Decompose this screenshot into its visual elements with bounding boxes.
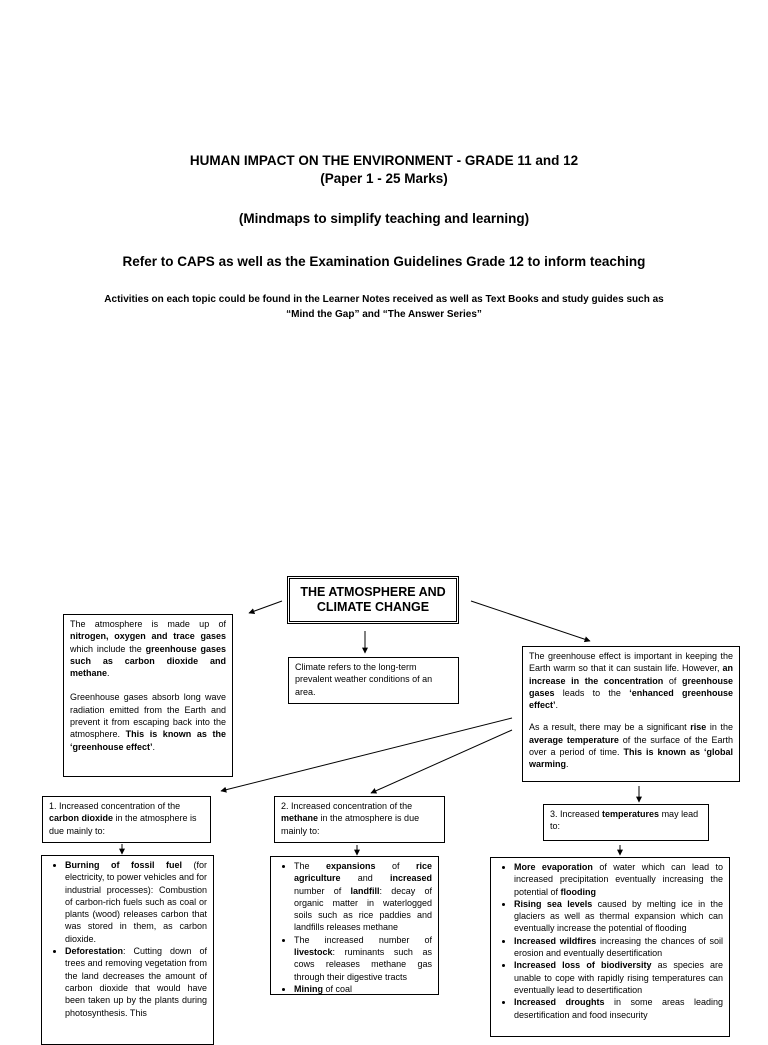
methane-causes-box (270, 856, 439, 995)
list-item: • Increased droughts in some areas leading desertification and food insecurity (514, 996, 723, 1021)
climate-definition-box: Climate refers to the long-term prevalent weather conditions of an area. (288, 657, 459, 704)
list-item: • Increased wildfires increasing the chances of soil erosion and eventually desertification (514, 935, 723, 960)
list-item: • Burning of fossil fuel (for electricity, to power vehicles and for industrial processes): Combustion of carbon-rich fuels such as coal or plants (wood) releases carbon that was stored in them, as carbon dioxide. (65, 859, 207, 945)
methane-heading-box: 2. Increased concentration of the methane in the atmosphere is due mainly to: (274, 796, 445, 843)
list-item: • Rising sea levels caused by melting ice in the glaciers as well as thermal expansion which can eventually increase the potential of flooding (514, 898, 723, 935)
subtitle: (Mindmaps to simplify teaching and learning) (238, 211, 530, 226)
title-line-2: (Paper 1 - 25 Marks) (320, 171, 448, 186)
list-item: • Mining of coal (294, 983, 432, 995)
arrow-to-co2 (221, 718, 512, 791)
carbon-dioxide-causes-box (41, 855, 214, 1045)
greenhouse-paragraph-1: The greenhouse effect is important in keeping the Earth warm so that it can sustain life. However, an increase in the concentration of greenhouse gases leads to the ‘enhanced greenhouse effect’. (529, 651, 733, 711)
arrow-to-greenhouse (471, 601, 590, 641)
list-item: • Deforestation: Cutting down of trees and removing vegetation from the land decreases the amount of carbon dioxide that would have been taken up by the plants during photosynthesis. This (65, 945, 207, 1019)
atmosphere-box (63, 614, 233, 777)
list-item: • Increased loss of biodiversity as species are unable to cope with rapidly rising temperatures can eventually lead to desertification (514, 959, 723, 996)
greenhouse-effect-box (522, 646, 740, 782)
title-line-1: HUMAN IMPACT ON THE ENVIRONMENT - GRADE 11 and 12 (189, 153, 579, 168)
mindmap-center-title: THE ATMOSPHERE AND CLIMATE CHANGE (287, 576, 459, 624)
activities-line-1: Activities on each topic could be found in the Learner Notes received as well as Text Books and study guides such as (104, 294, 664, 305)
activities-line-2: “Mind the Gap” and “The Answer Series” (286, 309, 482, 320)
list-item: • The expansions of rice agriculture and increased number of landfill: decay of organic matter in waterlogged soils such as rice paddies and landfills releases methane (294, 860, 432, 934)
greenhouse-paragraph-2: As a result, there may be a significant rise in the average temperature of the surface of the Earth over a period of time. This is known as ‘global warming. (529, 722, 734, 770)
atmosphere-paragraph-2: Greenhouse gases absorb long wave radiation emitted from the Earth and prevent it from escaping back into the atmosphere. This is known as the ‘greenhouse effect’. (70, 692, 226, 752)
carbon-dioxide-heading-box: 1. Increased concentration of the carbon dioxide in the atmosphere is due mainly to: (42, 796, 211, 843)
caps-note: Refer to CAPS as well as the Examination Guidelines Grade 12 to inform teaching (122, 254, 646, 269)
atmosphere-paragraph-1: The atmosphere is made up of nitrogen, oxygen and trace gases which include the greenhouse gases such as carbon dioxide and methane. (70, 619, 226, 679)
arrow-to-methane (371, 730, 512, 793)
temperature-effects-box (490, 857, 730, 1037)
list-item: • The increased number of livestock: ruminants such as cows releases methane gas through their digestive tracts (294, 934, 432, 983)
list-item: • More evaporation of water which can lead to increased precipitation eventually increasing the potential of flooding (514, 861, 723, 898)
arrow-to-atmosphere (249, 601, 282, 613)
temperatures-heading-box: 3. Increased temperatures may lead to: (543, 804, 709, 841)
